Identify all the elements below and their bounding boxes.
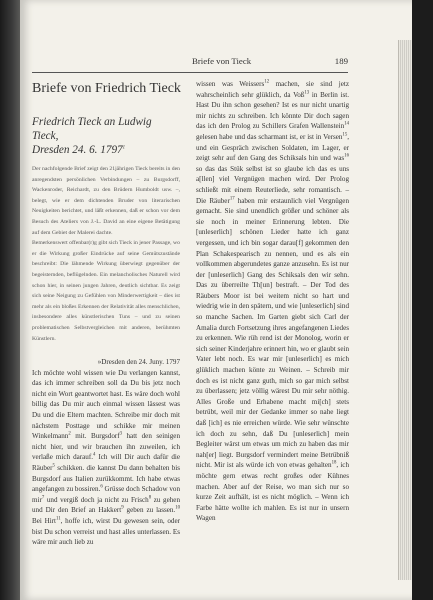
footnote-ref: 11: [56, 516, 61, 522]
letter-text-left: [32, 368, 180, 548]
text-run: zu gehen und Dir den Brief an Hakkert: [32, 495, 180, 515]
footnote-ref: 17: [229, 196, 235, 202]
running-header: [32, 54, 348, 73]
footnote-ref: 9: [121, 506, 124, 512]
section-title: Briefe von Friedrich Tieck: [32, 81, 181, 96]
background-right: [412, 0, 433, 600]
footnote-ref: 14: [344, 122, 349, 128]
text-run: haben mir erstaunlich viel Vergnügen gemacht. Sie sind unendlich größer und schöner als sie noch in meiner Erinnerung lebten. Die [unleserlich] schönen Lieder hatte ich ganz vergessen, und ich bin sogar darau[f] gekommen den Plan Schakespearisch zu nennen, und es als ein vollkommen abgerundetes ganze anzusehn. Es ist nur der [unleserlich] Gang des Schiksals den wir sehn. Das zu überreilte Th[un] bestraft. – Der Tod des Räubers Moor ist bei weitem nicht so hart und wiedrig wie in den spätern, und wie [unleserlich] sind so manche Sachen. Im Garten giebt sich Carl der Amalia durch Fortsetzung ihres angefangenen Liedes zu erkennen. Wie rüh rend ist der Monolog, worin er sich seiner Kinderjahre erinnert hin, wo er glaubt sein Vater lebt noch. Es war mir [unleserlich] es mich glüklich machen könte zu Weinen. – Schreib mir doch es ist nicht ganz guth, mich so gar mich selbst zu überlassen; jetz völlig wärest Du mir sehr nöthig. Alles Große und Erhabene macht mi[ch] stets betrübt, weil mir der Gedanke immer so nahe liegt daß [ich] es nie erreichen würde. Wie sehr wünschte ich doch zu sehn, daß Du [unleserlich] mein Begleiter wärst um etwas um mich zu haben das mir nah[er] liegt. Burgsdorf vermindert meine Betrübniß nicht. Mir ist als würde ich von etwas gehalten: [196, 196, 349, 470]
letter-heading-line1: Friedrich Tieck an Ludwig Tieck,: [32, 116, 152, 142]
text-run: Ich möchte wohl wissen wie Du verlangen kannst, das ich immer schreiben soll da Du bis jetz noch nicht ein Wort geantwortet hast. Es wäre doch wohl billig das Du mir auch einmal wissen lässest was Du und die Eltern machten. Schreibe mir doch mit nächstem Posttage und schikke mir meinen Winkelmann: [32, 368, 180, 441]
footnote-ref: 10: [175, 506, 180, 512]
text-run: so das das Stük selbst ist so glaube ich das es uns a[llen] viel Vergnügen machen wird. Der Prolog schließt mit einem Reuterliede, sehr romantisch. – Die Räuber: [196, 164, 349, 205]
right-column: [196, 79, 349, 524]
footnote-ref: 15: [342, 132, 348, 138]
left-column: [32, 80, 180, 548]
text-run: schikken. die kannst Du dann behalten bis Burgsdorf aus Italien zurükkommt. Ich habe etwas angefangen zu bossiren.: [32, 464, 180, 494]
editorial-paragraph-2: Bemerkenswert offenbar(r)g gibt sich Tieck in jener Passage, wo er die Wirkung großer Eindrücke auf seine Gemütszustände beschreibt: Die lähmende Wirkung überwiegt gegenüber der begeisternden, beflügelnden. Ein melancholisches Naturell wird schon hier, in seinen jungen Jahren, deutlich sichtbar. Es zeigt sich seine Neigung zu Gefühlen von Minderwertigkeit – dies ist mehr als ein bloßes Erkennen der Relativität alles menschlichen, insbesondere alles künstlerischen Tuns – und zu seinen problematischen Selbstvergleichen mit anderen, berühmten Künstlern.: [32, 240, 180, 342]
text-run: , hoffe ich, wirst Du gewesen sein, oder bist Du schon verreist und hast alles unterlassen. Es wäre mir auch lieb zu: [32, 517, 180, 547]
text-run: , ich möchte gern etwas recht großes oder Kühnes machen. Aber auf der Reise, wo man sich nur so kurze Zeit aufhält, ist es nicht möglich. – Wenn ich Farbe hätte wollte ich mahlen. Es ist nur in unsern Wagen: [196, 461, 349, 523]
text-run: Grüsse doch Schadow von mir: [32, 485, 180, 504]
footnote-ref: 7: [41, 495, 45, 501]
text-run: und vergiß doch ja nicht zu Frisch: [44, 495, 149, 504]
footnote-ref: 18: [331, 461, 337, 467]
footnote-ref: 16: [344, 153, 349, 159]
footnote-ref: 6: [100, 484, 103, 490]
editorial-introduction: [32, 164, 180, 344]
letter-dateline: »Dresden den 24. Juny. 1797: [97, 358, 180, 367]
text-run: in Berlin ist. Hast Du ihn schon gesehen? Ist es nur nicht unartig mir nichts zu schreiben. Ich könnte Dir doch sagen das ich den Prolog zu Schillers Grafen Wallenstein: [196, 90, 349, 131]
footnote-ref: 3: [119, 431, 123, 437]
footnote-ref: 13: [304, 90, 310, 96]
footnote-ref: 2: [68, 431, 71, 437]
letter-heading: [32, 115, 180, 157]
editorial-paragraph-1: Der nachfolgende Brief zeigt den 21jährigen Tieck bereits in den anregendsten persönlichen Verbindungen – zu Burgsdorff, Wackenroder, Reichardt, zu den Brüdern Humboldt usw. –, belegt, wie er dem dichtenden Bruder von literarischen Neuigkeiten berichtet, und läßt erkennen, daß er schon vor dem Besuch des Ateliers von J.-L. David an eine eigene Betätigung auf dem Gebiet der Malerei dachte.: [32, 166, 180, 236]
text-run: hatt den seinigen nicht hier, und wir brauchen ihn zuweilen, ich verlaße mich darauf.: [32, 432, 180, 462]
footnote-ref: 1: [122, 145, 126, 151]
footnote-ref: 4: [92, 453, 96, 459]
letter-heading-line2: [32, 143, 180, 157]
text-run: Ich will Dir auch dafür die Räuber: [32, 453, 180, 473]
letter-heading-date: Dresden 24. 6. 1797: [32, 144, 123, 156]
letter-paragraph-left: [32, 368, 180, 548]
text-run: mit. Burgsdorf: [70, 432, 120, 441]
footnote-ref: 8: [148, 495, 152, 501]
text-run: geben zu lassen.: [123, 506, 176, 515]
text-run: gelesen habe und das scharmant ist, er ist in Versen: [196, 132, 343, 141]
footnote-ref: 12: [264, 79, 270, 85]
text-run: Bei Hirt: [32, 517, 57, 525]
letter-text-right: [196, 79, 349, 524]
running-title: Briefe von Tieck: [192, 56, 252, 66]
letter-paragraph-right: [196, 79, 349, 524]
text-run: wissen was Weissers: [196, 80, 265, 88]
page-edges: [398, 40, 413, 580]
page-number: 189: [334, 56, 348, 66]
book-spine-shadow: [0, 0, 20, 600]
footnote-ref: 5: [52, 463, 55, 469]
text-run: machen, sie sind jetz wahrscheinlich sehr glüklich, da Voß: [196, 80, 349, 99]
text-run: , und ein Gespräch zwischen Soldaten, im Lager, er zeigt sehr auf den Gang des Schiksals hin und was: [196, 132, 349, 163]
